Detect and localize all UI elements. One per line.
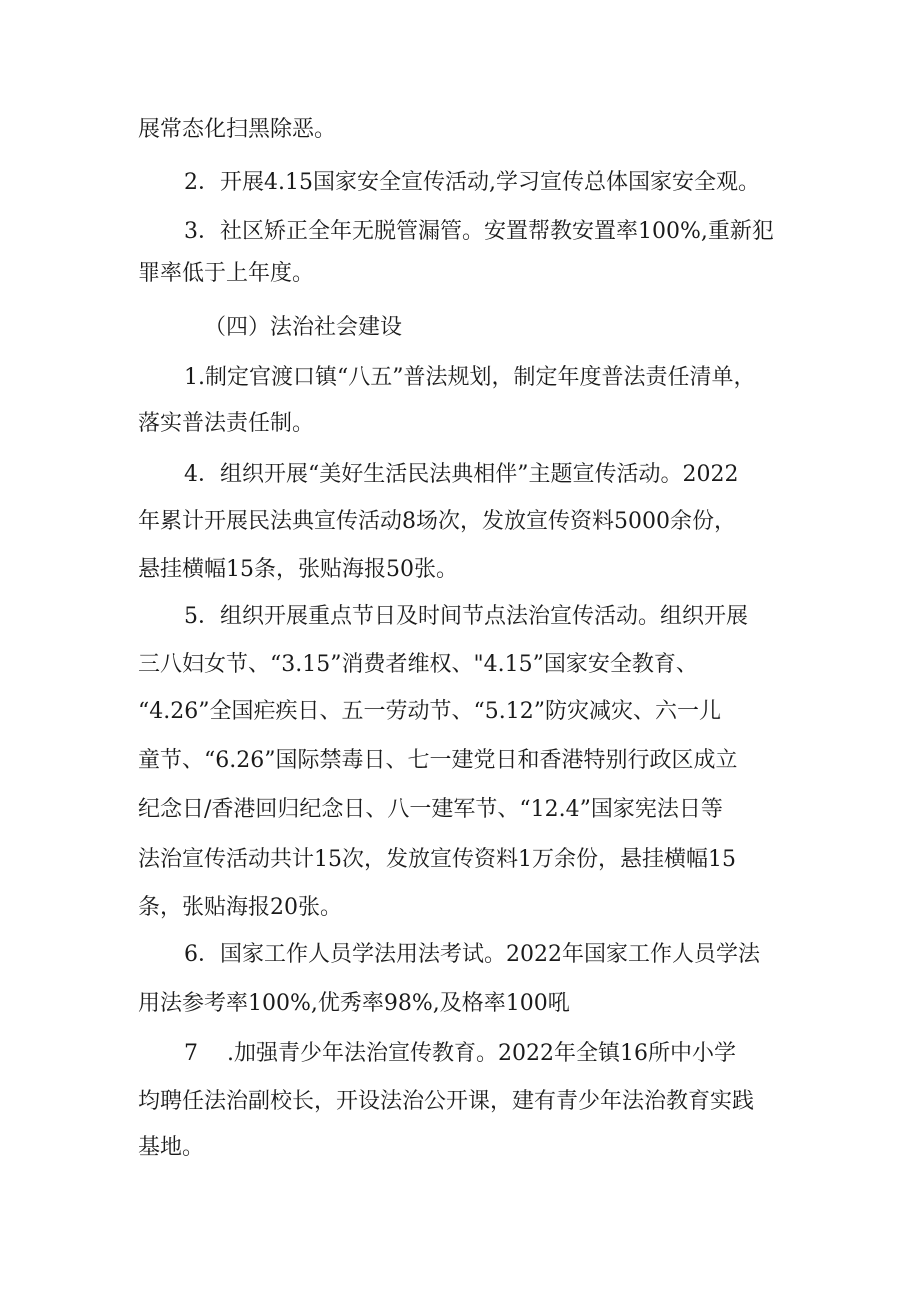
- text-line: 5．组织开展重点节日及时间节点法治宣传活动。组织开展: [184, 604, 748, 629]
- text-line: 展常态化扫黑除恶。: [138, 117, 337, 142]
- text-line: 落实普法责任制。: [138, 411, 315, 436]
- text-line: 均聘任法治副校长，开设法治公开课，建有青少年法治教育实践: [138, 1089, 755, 1114]
- text-line: 6．国家工作人员学法用法考试。2022年国家工作人员学法: [184, 942, 760, 967]
- text-line: 法治宣传活动共计15次，发放宣传资料1万余份，悬挂横幅15: [138, 847, 736, 872]
- text-line: 2．开展4.15国家安全宣传活动,学习宣传总体国家安全观。: [184, 170, 760, 195]
- text-line: “4.26”全国疟疾日、五一劳动节、“5.12”防灾减灾、六一儿: [138, 699, 721, 724]
- section-heading: （四）法治社会建设: [204, 315, 403, 340]
- text-line: 悬挂横幅15条，张贴海报50张。: [138, 557, 458, 582]
- text-line: 1.制定官渡口镇“八五”普法规划，制定年度普法责任清单，: [184, 365, 756, 390]
- text-line: 年累计开展民法典宣传活动8场次，发放宣传资料5000余份，: [138, 509, 736, 534]
- text-line: 3．社区矫正全年无脱管漏管。安置帮教安置率100%,重新犯: [184, 219, 774, 244]
- text-line: 童节、“6.26”国际禁毒日、七一建党日和香港特别行政区成立: [138, 748, 738, 773]
- text-line: 基地。: [138, 1135, 205, 1160]
- text-line: 条，张贴海报20张。: [138, 895, 342, 920]
- text-line: 7 .加强青少年法治宣传教育。2022年全镇16所中小学: [184, 1041, 736, 1066]
- text-line: 4．组织开展“美好生活民法典相伴”主题宣传活动。2022: [184, 462, 739, 487]
- text-line: 纪念日/香港回归纪念日、八一建军节、“12.4”国家宪法日等: [138, 797, 723, 822]
- text-line: 三八妇女节、“3.15”消费者维权、"4.15”国家安全教育、: [138, 652, 698, 677]
- text-line: 罪率低于上年度。: [138, 261, 315, 286]
- text-line: 用法参考率100%,优秀率98%,及格率100吼: [138, 991, 570, 1016]
